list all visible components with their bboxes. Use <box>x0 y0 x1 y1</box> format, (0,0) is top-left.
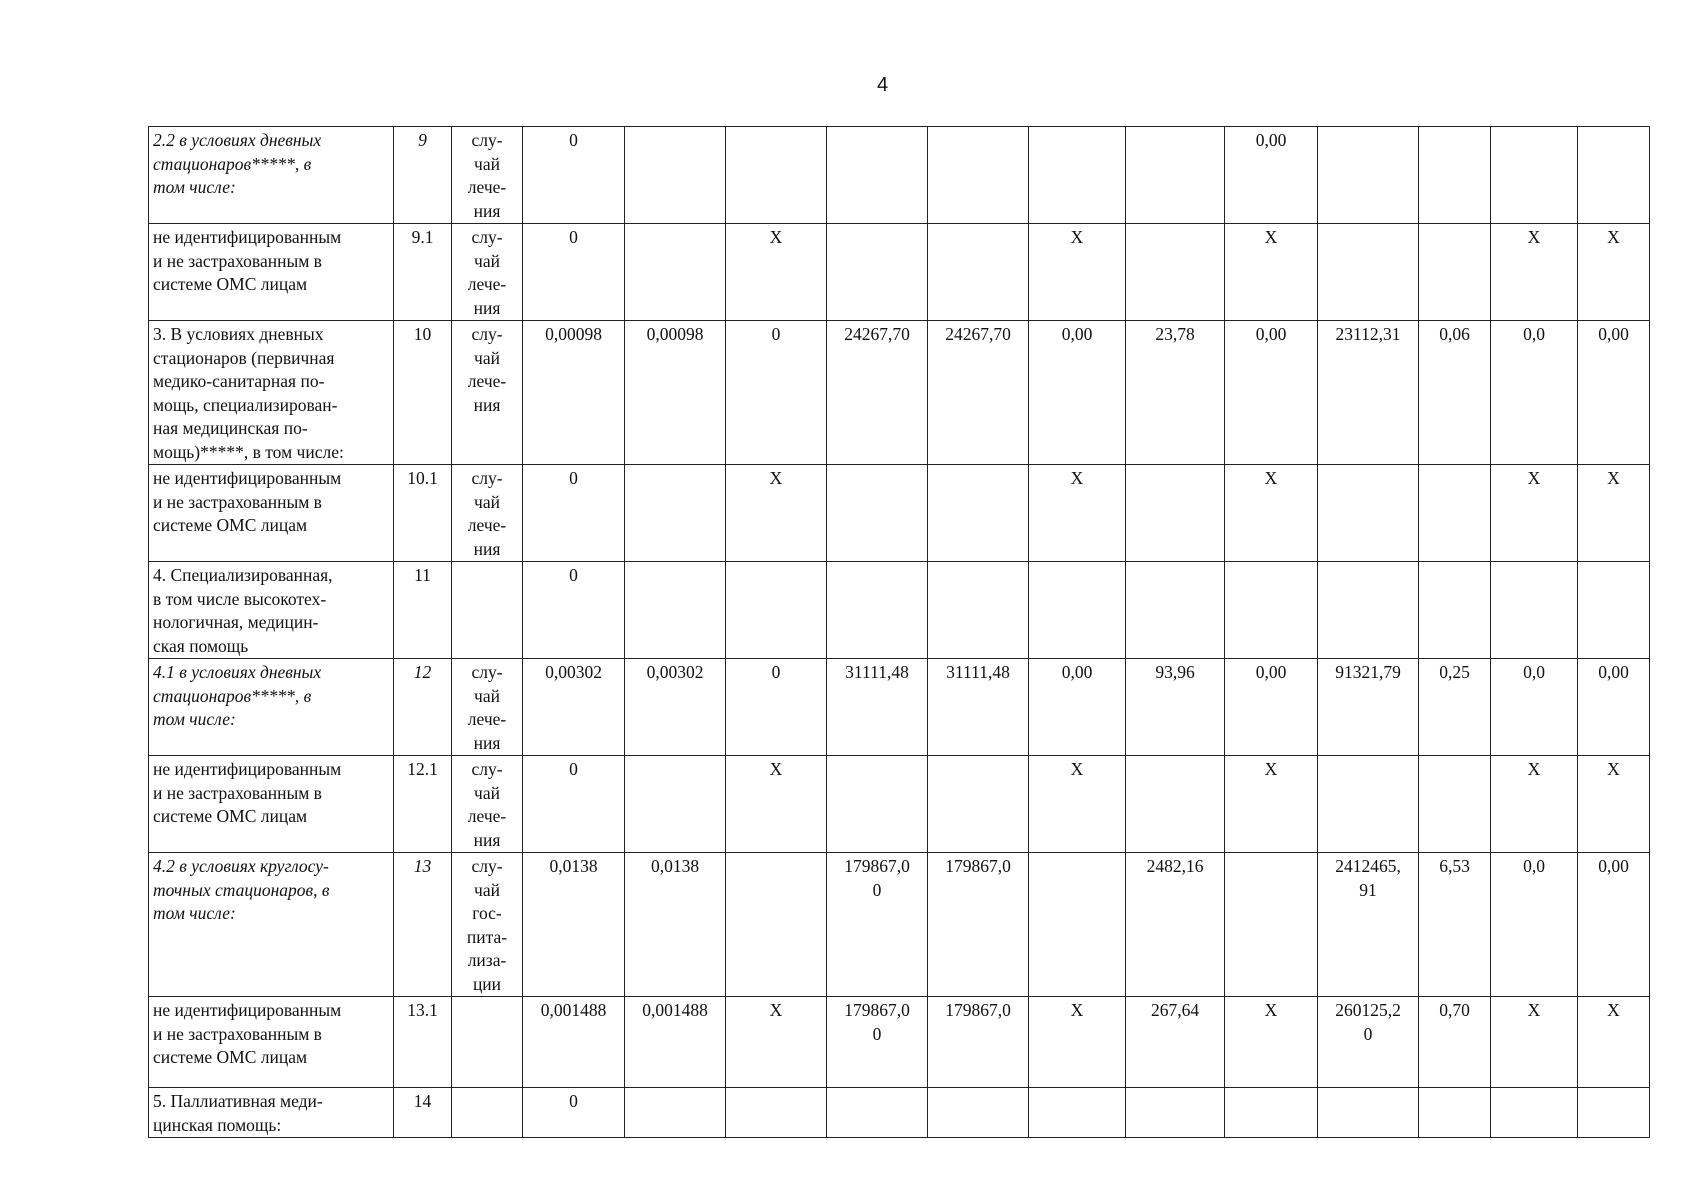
row-label-line: 4.2 в условиях круглосу- <box>153 856 329 876</box>
value-line: 179867,0 <box>844 1000 910 1020</box>
value-cell-col-9: 0,00 <box>1029 659 1126 756</box>
value-cell-col-11 <box>1225 1088 1318 1138</box>
value-cell-col-6: Х <box>726 465 827 562</box>
value-cell-col-9 <box>1029 562 1126 659</box>
row-label <box>149 465 394 562</box>
value-cell-col-10: 267,64 <box>1126 997 1225 1088</box>
row-number: 14 <box>394 1088 452 1138</box>
row-label-line: не идентифицированным <box>153 1000 342 1020</box>
unit-line: лече- <box>467 709 507 729</box>
value-cell-col-11 <box>1225 853 1318 997</box>
value-cell-col-10: 23,78 <box>1126 321 1225 465</box>
value-cell-col-14: 0,0 <box>1491 659 1578 756</box>
value-line: 2412465, <box>1335 856 1401 876</box>
row-label-line: не идентифицированным <box>153 227 342 247</box>
value-cell-col-4: 0,00302 <box>523 659 625 756</box>
unit-line: гос- <box>472 903 502 923</box>
unit-line: ния <box>473 538 501 559</box>
value-cell-col-10 <box>1126 465 1225 562</box>
unit-line: слу- <box>471 856 503 876</box>
unit-cell <box>452 465 523 562</box>
value-cell-col-15 <box>1578 1088 1650 1138</box>
value-cell-col-12: 23112,31 <box>1318 321 1419 465</box>
value-line: 179867,0 <box>844 856 910 876</box>
unit-cell <box>452 321 523 465</box>
value-cell-col-12 <box>1318 756 1419 853</box>
unit-line: ния <box>473 394 501 415</box>
value-cell-col-12 <box>1318 127 1419 224</box>
table-row <box>149 853 1650 997</box>
value-cell-col-7 <box>827 465 928 562</box>
value-cell-col-14: 0,0 <box>1491 321 1578 465</box>
unit-line: ции <box>472 973 502 994</box>
medical-care-table <box>148 126 1650 1138</box>
table-row <box>149 224 1650 321</box>
unit-line: чай <box>474 250 500 271</box>
unit-cell <box>452 1088 523 1138</box>
row-label-line: системе ОМС лицам <box>153 515 308 535</box>
value-cell-col-12 <box>1318 997 1419 1088</box>
value-cell-col-13: 6,53 <box>1419 853 1491 997</box>
value-cell-col-8 <box>928 562 1029 659</box>
table-row <box>149 562 1650 659</box>
unit-line: чай <box>474 347 500 368</box>
unit-cell <box>452 853 523 997</box>
unit-cell <box>452 756 523 853</box>
row-number: 12 <box>394 659 452 756</box>
row-label-line: медико-санитарная по- <box>153 371 325 391</box>
value-cell-col-5: 0,0138 <box>625 853 726 997</box>
value-cell-col-6: Х <box>726 224 827 321</box>
row-label-line: ская помощь <box>153 635 249 656</box>
unit-cell <box>452 224 523 321</box>
value-cell-col-7 <box>827 756 928 853</box>
value-cell-col-14: Х <box>1491 997 1578 1088</box>
value-cell-col-6 <box>726 127 827 224</box>
value-cell-col-7: 31111,48 <box>827 659 928 756</box>
value-cell-col-7 <box>827 1088 928 1138</box>
value-cell-col-5 <box>625 465 726 562</box>
value-cell-col-6 <box>726 853 827 997</box>
value-line: 260125,2 <box>1335 1000 1401 1020</box>
table-row <box>149 1088 1650 1138</box>
row-number: 10 <box>394 321 452 465</box>
row-label-line: 2.2 в условиях дневных <box>153 130 322 150</box>
unit-line: слу- <box>471 759 503 779</box>
value-cell-col-5 <box>625 562 726 659</box>
unit-cell <box>452 659 523 756</box>
row-label-line: системе ОМС лицам <box>153 806 308 826</box>
unit-line: слу- <box>471 324 503 344</box>
row-label-line: том числе: <box>153 709 236 729</box>
value-cell-col-9: Х <box>1029 224 1126 321</box>
row-label <box>149 562 394 659</box>
row-label-line: 4.1 в условиях дневных <box>153 662 322 682</box>
value-cell-col-9: Х <box>1029 756 1126 853</box>
value-cell-col-4: 0,00098 <box>523 321 625 465</box>
value-cell-col-11: Х <box>1225 465 1318 562</box>
value-cell-col-8: 179867,0 <box>928 997 1029 1088</box>
value-cell-col-7: 24267,70 <box>827 321 928 465</box>
table-row <box>149 997 1650 1088</box>
row-label-line: и не застрахованным в <box>153 250 322 271</box>
row-label-line: не идентифицированным <box>153 468 342 488</box>
table-body <box>149 127 1650 1138</box>
value-cell-col-11: 0,00 <box>1225 659 1318 756</box>
value-cell-col-4: 0 <box>523 127 625 224</box>
value-cell-col-13 <box>1419 756 1491 853</box>
table-row <box>149 465 1650 562</box>
unit-line: слу- <box>471 662 503 682</box>
value-cell-col-6 <box>726 562 827 659</box>
value-cell-col-12 <box>1318 465 1419 562</box>
value-cell-col-7 <box>827 127 928 224</box>
unit-line: лече- <box>467 177 507 197</box>
value-cell-col-5: 0,00302 <box>625 659 726 756</box>
value-cell-col-8 <box>928 1088 1029 1138</box>
value-line: 0 <box>872 879 882 900</box>
row-label-line: и не застрахованным в <box>153 491 322 512</box>
value-cell-col-4: 0,0138 <box>523 853 625 997</box>
value-cell-col-9: Х <box>1029 465 1126 562</box>
value-cell-col-11 <box>1225 562 1318 659</box>
unit-line: чай <box>474 491 500 512</box>
unit-line: лече- <box>467 806 507 826</box>
value-cell-col-10 <box>1126 756 1225 853</box>
row-label-line: системе ОМС лицам <box>153 1047 308 1067</box>
value-cell-col-9 <box>1029 853 1126 997</box>
row-label <box>149 1088 394 1138</box>
row-label-line: нологичная, медицин- <box>153 612 319 632</box>
value-cell-col-13 <box>1419 562 1491 659</box>
value-cell-col-11: 0,00 <box>1225 127 1318 224</box>
row-label-line: и не застрахованным в <box>153 782 322 803</box>
value-cell-col-6: Х <box>726 756 827 853</box>
unit-line: ния <box>473 732 501 753</box>
value-cell-col-4: 0 <box>523 465 625 562</box>
value-cell-col-13 <box>1419 224 1491 321</box>
unit-line: ния <box>473 829 501 850</box>
value-cell-col-15: Х <box>1578 756 1650 853</box>
row-label <box>149 224 394 321</box>
row-label-line: системе ОМС лицам <box>153 274 308 294</box>
value-cell-col-15: Х <box>1578 224 1650 321</box>
value-cell-col-8: 24267,70 <box>928 321 1029 465</box>
row-label-line: 5. Паллиативная меди- <box>153 1091 323 1111</box>
row-number: 12.1 <box>394 756 452 853</box>
row-label-line: ная медицинская по- <box>153 418 308 438</box>
value-cell-col-10 <box>1126 127 1225 224</box>
value-cell-col-10: 2482,16 <box>1126 853 1225 997</box>
row-label-line: не идентифицированным <box>153 759 342 779</box>
value-cell-col-9: 0,00 <box>1029 321 1126 465</box>
value-cell-col-8 <box>928 465 1029 562</box>
unit-cell <box>452 127 523 224</box>
table-row <box>149 756 1650 853</box>
value-cell-col-8: 179867,0 <box>928 853 1029 997</box>
row-label-line: том числе: <box>153 177 236 197</box>
value-cell-col-5 <box>625 224 726 321</box>
value-cell-col-10 <box>1126 224 1225 321</box>
value-cell-col-14: Х <box>1491 756 1578 853</box>
value-cell-col-15: Х <box>1578 465 1650 562</box>
value-cell-col-6: 0 <box>726 659 827 756</box>
row-label-line: цинская помощь: <box>153 1114 282 1135</box>
value-cell-col-7 <box>827 853 928 997</box>
row-number: 10.1 <box>394 465 452 562</box>
value-cell-col-14 <box>1491 1088 1578 1138</box>
value-cell-col-13 <box>1419 465 1491 562</box>
unit-line: ния <box>473 200 501 221</box>
unit-line: слу- <box>471 227 503 247</box>
row-number: 9.1 <box>394 224 452 321</box>
value-cell-col-11: Х <box>1225 997 1318 1088</box>
value-cell-col-11: Х <box>1225 224 1318 321</box>
value-cell-col-15 <box>1578 127 1650 224</box>
value-cell-col-10 <box>1126 562 1225 659</box>
value-cell-col-10 <box>1126 1088 1225 1138</box>
value-cell-col-6 <box>726 1088 827 1138</box>
value-cell-col-6: Х <box>726 997 827 1088</box>
value-cell-col-6: 0 <box>726 321 827 465</box>
value-cell-col-9 <box>1029 1088 1126 1138</box>
value-cell-col-4: 0,001488 <box>523 997 625 1088</box>
value-cell-col-13 <box>1419 1088 1491 1138</box>
value-cell-col-13 <box>1419 127 1491 224</box>
value-cell-col-14: 0,0 <box>1491 853 1578 997</box>
row-label-line: в том числе высокотех- <box>153 588 327 609</box>
value-cell-col-15: Х <box>1578 997 1650 1088</box>
value-cell-col-12 <box>1318 1088 1419 1138</box>
row-label-line: и не застрахованным в <box>153 1023 322 1044</box>
unit-line: лиза- <box>467 950 507 970</box>
row-number: 13 <box>394 853 452 997</box>
value-cell-col-12: 91321,79 <box>1318 659 1419 756</box>
unit-line: чай <box>474 153 500 174</box>
value-cell-col-13: 0,06 <box>1419 321 1491 465</box>
value-cell-col-5 <box>625 756 726 853</box>
row-label <box>149 997 394 1088</box>
value-cell-col-8 <box>928 224 1029 321</box>
row-label-line: том числе: <box>153 903 236 923</box>
row-number: 11 <box>394 562 452 659</box>
unit-line: лече- <box>467 371 507 391</box>
unit-line: лече- <box>467 274 507 294</box>
value-cell-col-13: 0,25 <box>1419 659 1491 756</box>
row-label-line: 3. В условиях дневных <box>153 324 324 344</box>
table-row <box>149 127 1650 224</box>
value-cell-col-5 <box>625 127 726 224</box>
value-cell-col-15: 0,00 <box>1578 853 1650 997</box>
value-cell-col-11: 0,00 <box>1225 321 1318 465</box>
value-cell-col-10: 93,96 <box>1126 659 1225 756</box>
value-cell-col-5: 0,001488 <box>625 997 726 1088</box>
value-cell-col-14 <box>1491 562 1578 659</box>
value-cell-col-12 <box>1318 853 1419 997</box>
table-row <box>149 659 1650 756</box>
unit-cell <box>452 997 523 1088</box>
row-label <box>149 321 394 465</box>
value-cell-col-9: Х <box>1029 997 1126 1088</box>
value-cell-col-14 <box>1491 127 1578 224</box>
row-number: 9 <box>394 127 452 224</box>
value-cell-col-4: 0 <box>523 756 625 853</box>
value-line: 0 <box>872 1023 882 1044</box>
unit-line: пита- <box>466 926 508 947</box>
value-cell-col-12 <box>1318 562 1419 659</box>
value-cell-col-7 <box>827 224 928 321</box>
page-number: 4 <box>876 74 889 96</box>
row-label <box>149 853 394 997</box>
unit-line: чай <box>474 782 500 803</box>
value-cell-col-4: 0 <box>523 1088 625 1138</box>
value-cell-col-5: 0,00098 <box>625 321 726 465</box>
unit-line: чай <box>474 879 500 900</box>
unit-line: ния <box>473 297 501 318</box>
value-cell-col-4: 0 <box>523 562 625 659</box>
row-label <box>149 756 394 853</box>
row-label <box>149 127 394 224</box>
value-cell-col-7 <box>827 562 928 659</box>
row-label-line: мощь)*****, в том числе: <box>153 441 344 462</box>
value-line: 91 <box>1359 879 1377 900</box>
value-cell-col-15 <box>1578 562 1650 659</box>
row-label-line: стационаров*****, в <box>153 153 312 174</box>
unit-line: слу- <box>471 468 503 488</box>
value-cell-col-8 <box>928 756 1029 853</box>
value-cell-col-4: 0 <box>523 224 625 321</box>
value-line: 0 <box>1363 1023 1373 1044</box>
row-label-line: стационаров (первичная <box>153 347 335 368</box>
row-label <box>149 659 394 756</box>
value-cell-col-8: 31111,48 <box>928 659 1029 756</box>
unit-line: лече- <box>467 515 507 535</box>
value-cell-col-14: Х <box>1491 224 1578 321</box>
value-cell-col-12 <box>1318 224 1419 321</box>
row-label-line: мощь, специализирован- <box>153 394 338 415</box>
row-label-line: точных стационаров, в <box>153 879 330 900</box>
unit-line: слу- <box>471 130 503 150</box>
unit-cell <box>452 562 523 659</box>
value-cell-col-15: 0,00 <box>1578 321 1650 465</box>
value-cell-col-15: 0,00 <box>1578 659 1650 756</box>
value-cell-col-5 <box>625 1088 726 1138</box>
row-label-line: стационаров*****, в <box>153 685 312 706</box>
row-label-line: 4. Специализированная, <box>153 565 333 585</box>
table-row <box>149 321 1650 465</box>
value-cell-col-8 <box>928 127 1029 224</box>
row-number: 13.1 <box>394 997 452 1088</box>
unit-line: чай <box>474 685 500 706</box>
value-cell-col-11: Х <box>1225 756 1318 853</box>
value-cell-col-13: 0,70 <box>1419 997 1491 1088</box>
value-cell-col-14: Х <box>1491 465 1578 562</box>
value-cell-col-7 <box>827 997 928 1088</box>
value-cell-col-9 <box>1029 127 1126 224</box>
